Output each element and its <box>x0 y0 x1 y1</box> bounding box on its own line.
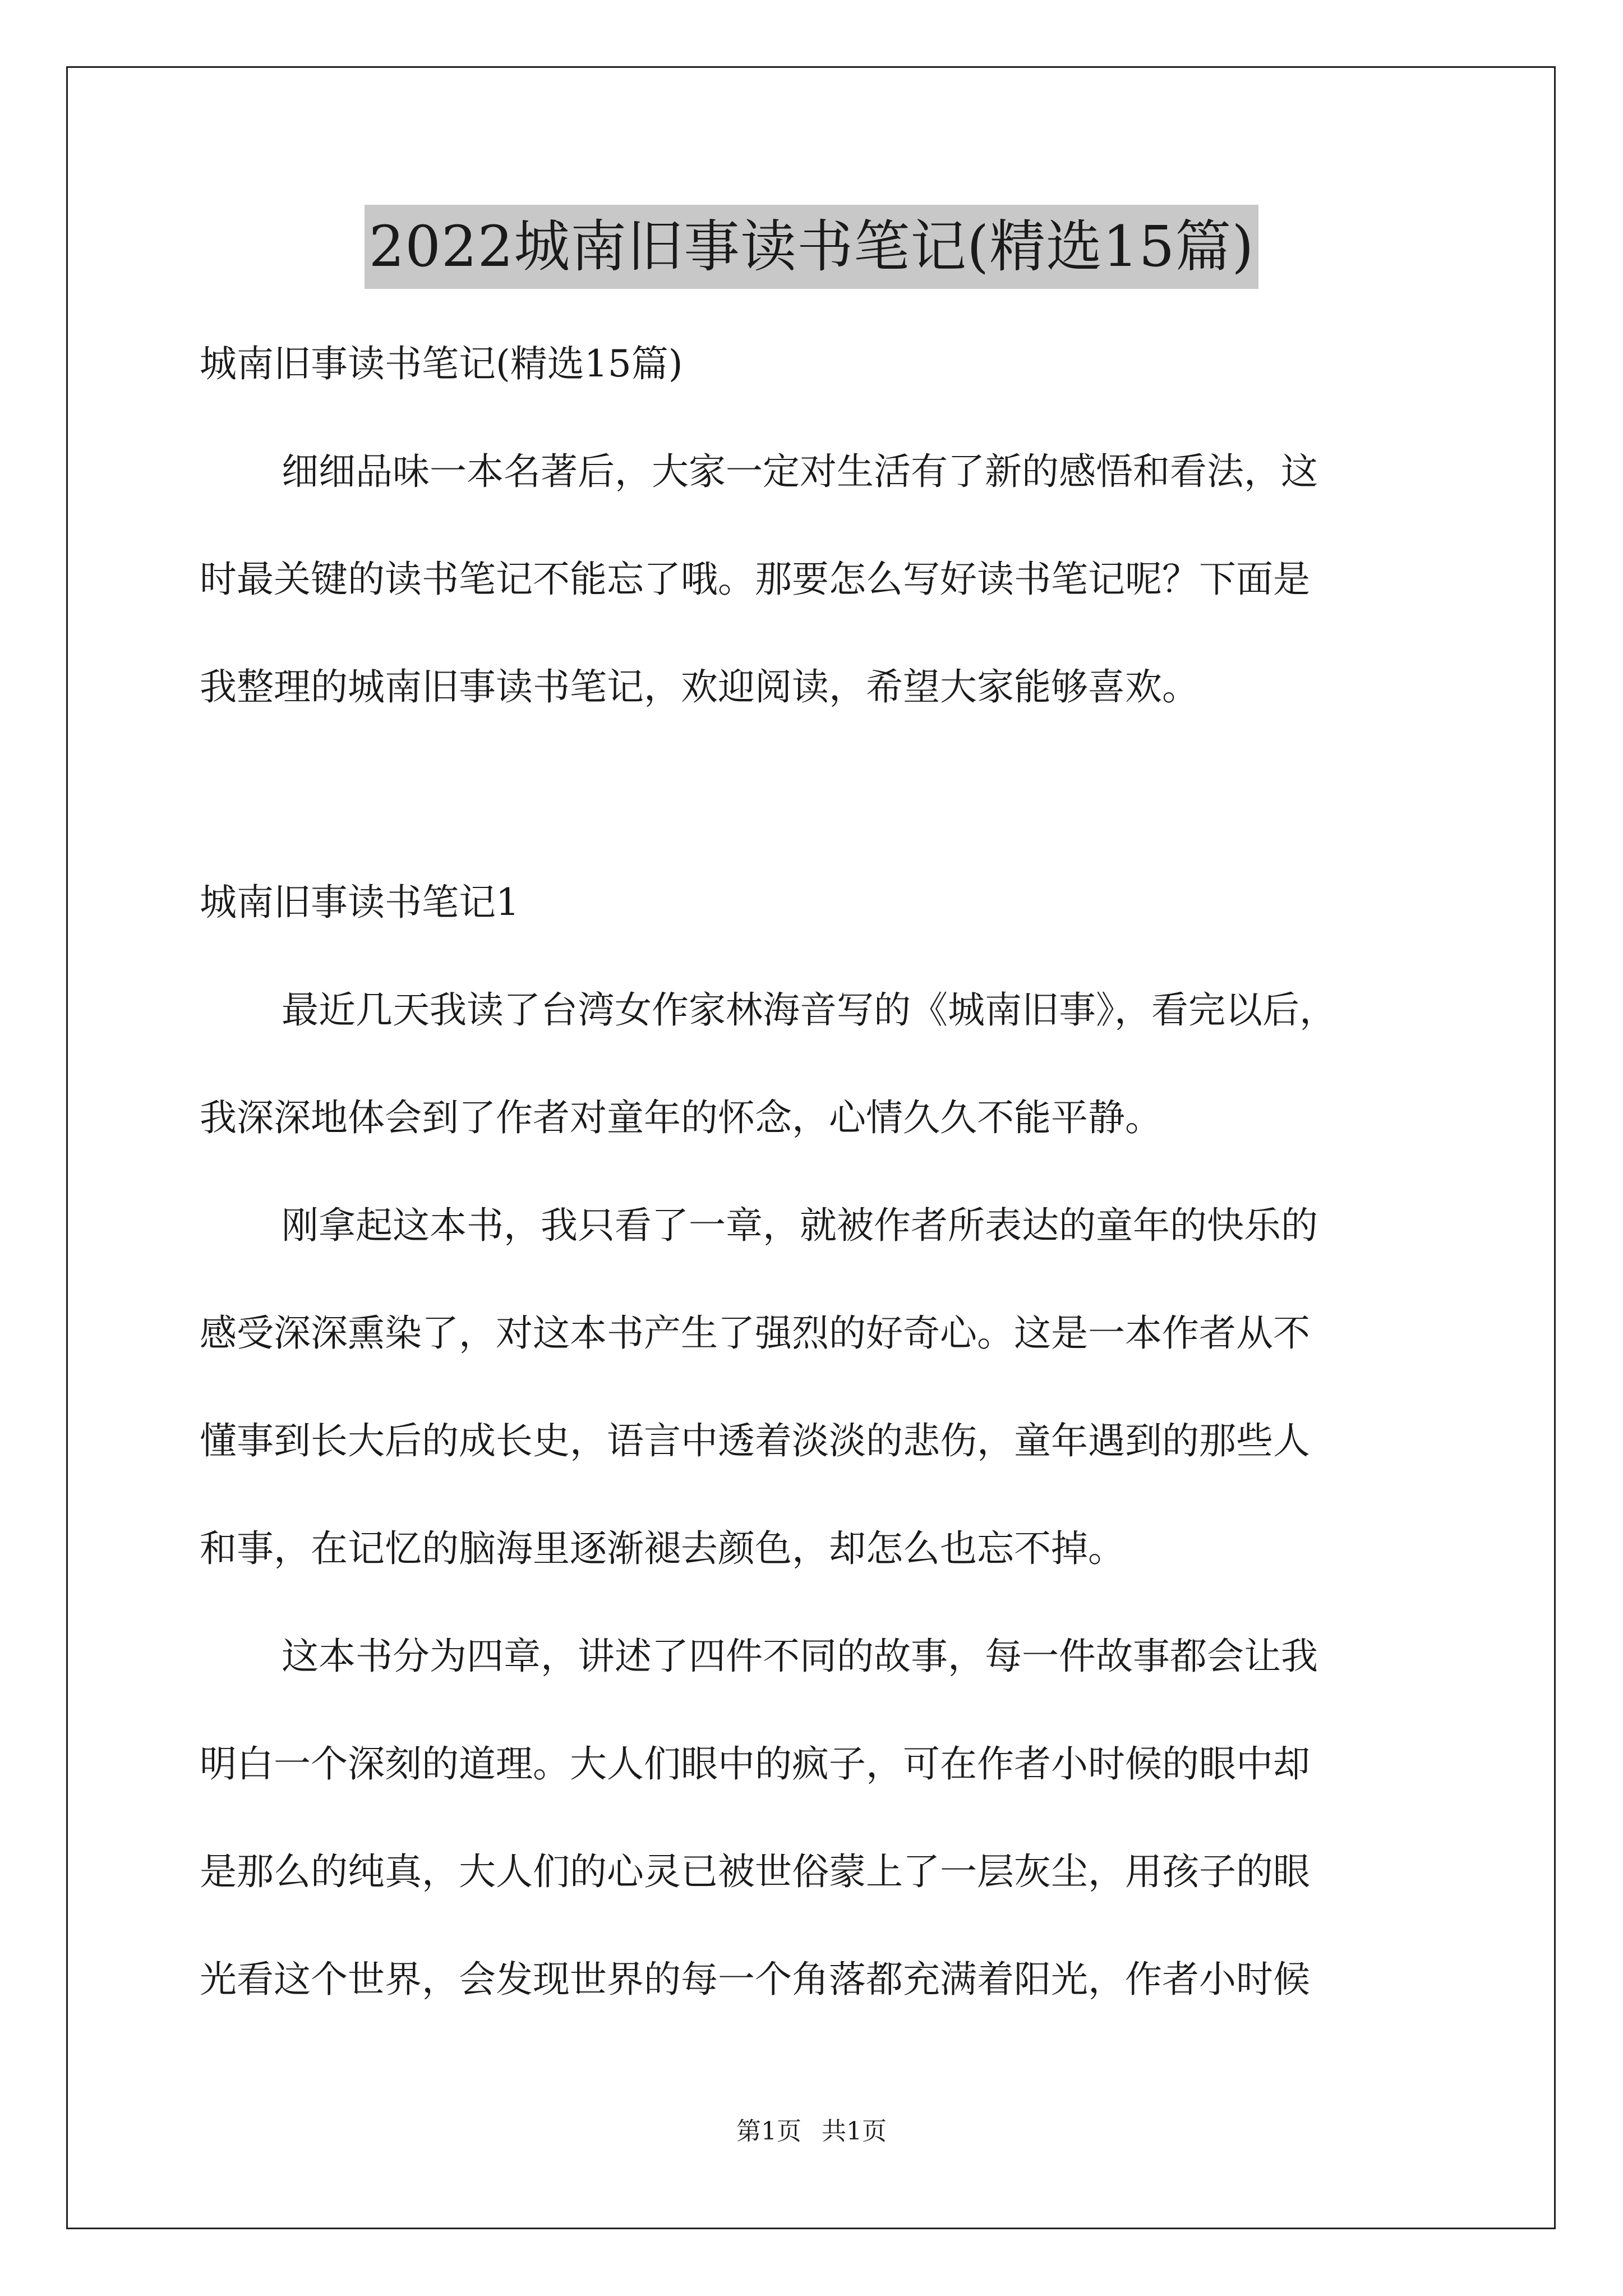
page-number: 第1页 <box>736 2117 801 2146</box>
spacer <box>200 741 1428 849</box>
document-body <box>200 310 1428 2033</box>
title-container <box>0 205 1623 289</box>
section-heading: 城南旧事读书笔记1 <box>200 881 519 924</box>
paragraph-line: 我深深地体会到了作者对童年的怀念，心情久久不能平静。 <box>200 1096 1162 1139</box>
intro-line: 我整理的城南旧事读书笔记，欢迎阅读，希望大家能够喜欢。 <box>200 665 1199 708</box>
document-subtitle: 城南旧事读书笔记(精选15篇) <box>200 342 683 385</box>
paragraph-line: 刚拿起这本书，我只看了一章，就被作者所表达的童年的快乐的 <box>282 1204 1318 1247</box>
page-total: 共1页 <box>822 2117 887 2146</box>
intro-line: 时最关键的读书笔记不能忘了哦。那要怎么写好读书笔记呢？下面是 <box>200 558 1310 601</box>
paragraph-line: 最近几天我读了台湾女作家林海音写的《城南旧事》，看完以后， <box>282 988 1336 1032</box>
paragraph-line: 明白一个深刻的道理。大人们眼中的疯子，可在作者小时候的眼中却 <box>200 1742 1310 1786</box>
paragraph-line: 这本书分为四章，讲述了四件不同的故事，每一件故事都会让我 <box>282 1635 1318 1678</box>
intro-line: 细细品味一本名著后，大家一定对生活有了新的感悟和看法，这 <box>282 450 1318 493</box>
document-title: 2022城南旧事读书笔记(精选15篇) <box>365 205 1259 289</box>
paragraph-line: 懂事到长大后的成长史，语言中透着淡淡的悲伤，童年遇到的那些人 <box>200 1419 1310 1462</box>
page-footer <box>0 2115 1623 2148</box>
intro-paragraph <box>200 418 1428 741</box>
paragraph-2 <box>200 1172 1428 1603</box>
paragraph-3 <box>200 1603 1428 2033</box>
paragraph-1 <box>200 956 1428 1172</box>
paragraph-line: 感受深深熏染了，对这本书产生了强烈的好奇心。这是一本作者从不 <box>200 1312 1310 1355</box>
paragraph-line: 是那么的纯真，大人们的心灵已被世俗蒙上了一层灰尘，用孩子的眼 <box>200 1850 1310 1893</box>
paragraph-line: 光看这个世界，会发现世界的每一个角落都充满着阳光，作者小时候 <box>200 1958 1310 2001</box>
paragraph-line: 和事，在记忆的脑海里逐渐褪去颜色，却怎么也忘不掉。 <box>200 1527 1125 1570</box>
